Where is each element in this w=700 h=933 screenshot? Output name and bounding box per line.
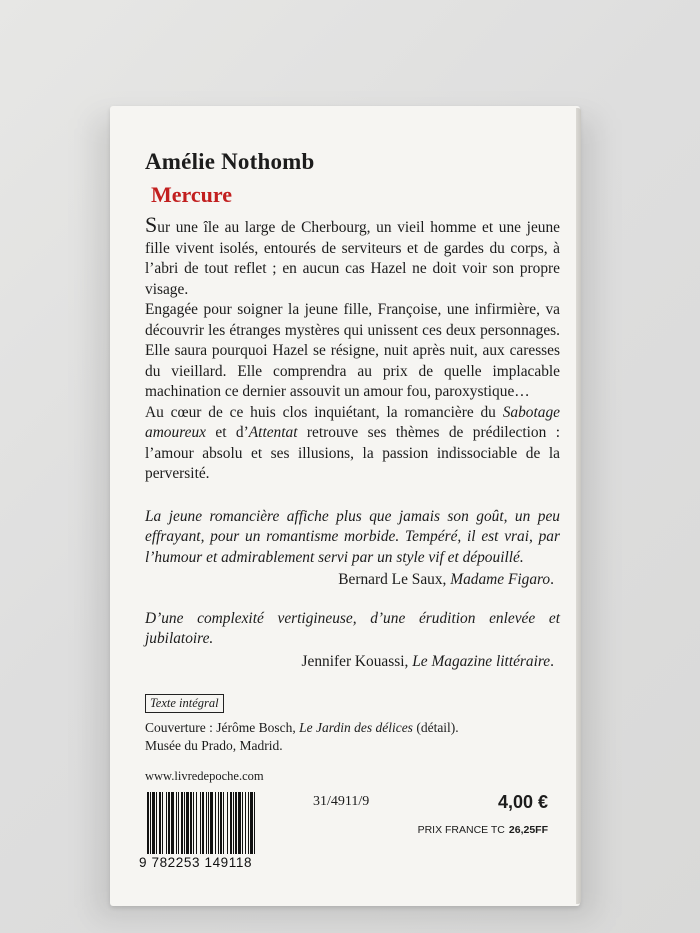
barcode-bar bbox=[227, 792, 228, 854]
synopsis-p3-a: Au cœur de ce huis clos inquiétant, la romancière du bbox=[145, 403, 503, 421]
barcode-bar bbox=[184, 792, 185, 854]
work-title-attentat: Attentat bbox=[248, 424, 298, 441]
review-magazine-litteraire bbox=[145, 609, 560, 673]
review-madame-figaro bbox=[145, 507, 560, 591]
barcode-bar bbox=[193, 792, 194, 854]
review-author: Jennifer Kouassi, bbox=[301, 652, 413, 670]
barcode-bar bbox=[215, 792, 216, 854]
review-author: Bernard Le Saux, bbox=[338, 571, 451, 588]
barcode-price-row bbox=[139, 792, 560, 872]
barcode-bar bbox=[242, 792, 243, 854]
barcode-bar bbox=[210, 792, 213, 854]
barcode-bar bbox=[147, 792, 149, 854]
review-quote: La jeune romancière affiche plus que jamais son goût, un peu effrayant, pour un romantisme morbide. Tempéré, il est vrai, par l’humour et admirablement servi par un style vif et dépouillé. bbox=[145, 507, 560, 566]
barcode-bar bbox=[166, 792, 167, 854]
barcode-bar bbox=[162, 792, 163, 854]
barcode-bar bbox=[152, 792, 155, 854]
texte-integral-badge: Texte intégral bbox=[145, 694, 224, 713]
review-quote: D’une complexité vertigineuse, d’une érudition enlevée et jubilatoire. bbox=[145, 609, 560, 647]
barcode-bar bbox=[245, 792, 246, 854]
barcode-bar bbox=[186, 792, 189, 854]
synopsis-paragraph-3 bbox=[145, 403, 560, 485]
barcode-graphic bbox=[145, 792, 305, 854]
barcode-bar bbox=[150, 792, 151, 854]
barcode-bar bbox=[233, 792, 234, 854]
synopsis-p1-text: ur une île au large de Cherbourg, un vieil homme et une jeune fille vivent isolés, entourés de serviteurs et de gardes du corps, à l’abri de tout reflet ; en aucun cas Hazel ne doit voir son propre visage. bbox=[145, 219, 560, 298]
barcode-bar bbox=[250, 792, 253, 854]
credit-work-title: Le Jardin des délices bbox=[299, 720, 413, 735]
credit-line-1 bbox=[145, 719, 560, 737]
barcode-bar bbox=[176, 792, 177, 854]
barcode-bar bbox=[220, 792, 222, 854]
barcode-bar bbox=[218, 792, 219, 854]
barcode-bar bbox=[159, 792, 161, 854]
synopsis-p3-b: et d’ bbox=[205, 424, 249, 441]
barcode-bar bbox=[202, 792, 204, 854]
barcode-bar bbox=[181, 792, 183, 854]
price: 4,00 € bbox=[497, 792, 548, 812]
drop-cap: S bbox=[145, 212, 158, 237]
barcode-bar bbox=[230, 792, 232, 854]
synopsis-paragraph-1 bbox=[145, 212, 560, 300]
barcode-bar bbox=[238, 792, 241, 854]
catalog-code: 31/4911/9 bbox=[313, 794, 370, 809]
barcode-bar bbox=[178, 792, 179, 854]
barcode-bar bbox=[235, 792, 237, 854]
author-name: Amélie Nothomb bbox=[145, 149, 315, 174]
barcode-bar bbox=[171, 792, 174, 854]
barcode-bar bbox=[248, 792, 249, 854]
price-france-label: PRIX FRANCE TC bbox=[417, 824, 505, 836]
barcode-bar bbox=[196, 792, 197, 854]
barcode-bar bbox=[156, 792, 157, 854]
price-francs: 26,25FF bbox=[508, 824, 548, 836]
work-title-sabotage: Sabotage amoureux bbox=[145, 403, 560, 441]
credit-text-a: Couverture : Jérôme Bosch, bbox=[145, 720, 300, 735]
credit-line-2: Musée du Prado, Madrid. bbox=[145, 738, 283, 753]
review-source bbox=[145, 570, 554, 591]
barcode-bar bbox=[200, 792, 201, 854]
barcode-digits: 9 782253 149118 bbox=[139, 855, 253, 870]
review-end-punct: . bbox=[550, 571, 554, 588]
barcode-bar bbox=[190, 792, 192, 854]
cover-credit bbox=[145, 719, 560, 755]
credit-text-b: (détail). bbox=[412, 720, 459, 735]
barcode-bar bbox=[223, 792, 224, 854]
synopsis bbox=[145, 212, 561, 485]
price-france bbox=[418, 824, 548, 836]
barcode-bar bbox=[254, 792, 255, 854]
synopsis-paragraph-2: Engagée pour soigner la jeune fille, Françoise, une infirmière, va découvrir les étranges mystères qui unissent ces deux personnages. Elle saura pourquoi Hazel se résigne, nuit après nuit, aux caresses du vieillard. Elle comprendra au prix de quelle implacable machination ce dernier assouvit un amour fou, paroxystique… bbox=[145, 301, 560, 400]
barcode-bar bbox=[208, 792, 209, 854]
review-publication: Le Magazine littéraire bbox=[412, 652, 551, 670]
book-title: Mercure bbox=[151, 182, 233, 207]
synopsis-p3-c: retrouve ses thèmes de prédilection : l’amour absolu et ses illusions, la passion indissociable de la perversité. bbox=[145, 424, 561, 482]
review-publication: Madame Figaro bbox=[450, 571, 551, 588]
review-source bbox=[145, 652, 554, 673]
book-page-edge bbox=[576, 108, 581, 904]
barcode-bar bbox=[206, 792, 207, 854]
back-cover-content bbox=[139, 148, 561, 872]
publisher-website: www.livredepoche.com bbox=[145, 769, 264, 783]
review-end-punct: . bbox=[550, 652, 554, 670]
barcode-bar bbox=[168, 792, 170, 854]
